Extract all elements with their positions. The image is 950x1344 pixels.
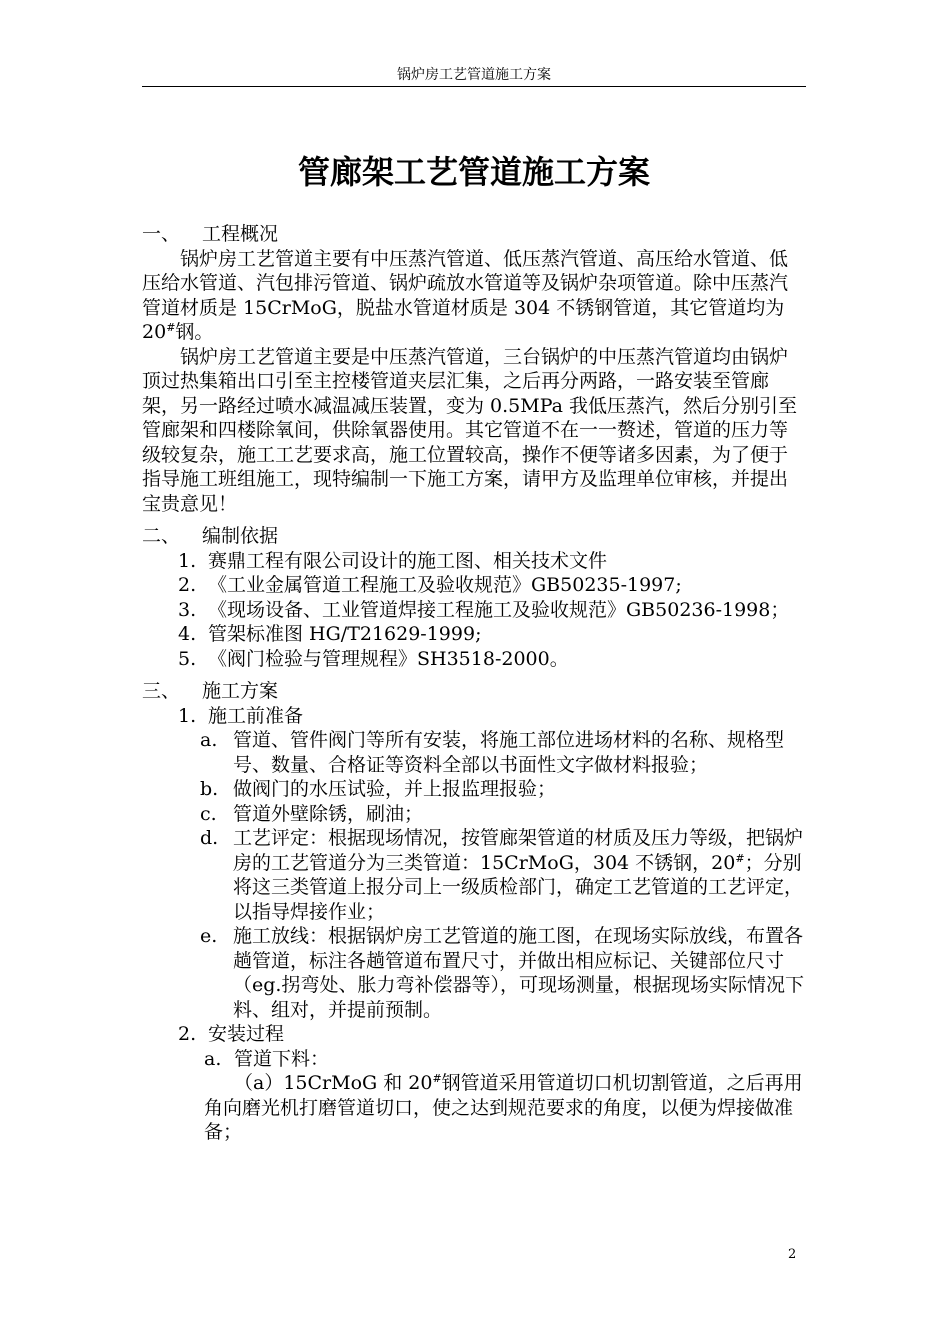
plan-list-install <box>142 1022 806 1047</box>
running-header: 锅炉房工艺管道施工方案 <box>397 67 551 83</box>
prep-sublist <box>142 728 806 1022</box>
list-item: a. 管道下料： <box>204 1047 330 1070</box>
list-item: 3. 《现场设备、工业管道焊接工程施工及验收规范》GB50236-1998； <box>178 598 790 621</box>
list-item: 5. 《阀门检验与管理规程》SH3518-2000。 <box>178 647 569 670</box>
page-number: 2 <box>788 1247 797 1262</box>
plan-step-prep: 1. 施工前准备 <box>178 704 304 727</box>
list-item: 1. 赛鼎工程有限公司设计的施工图、相关技术文件 <box>178 549 608 572</box>
list-item: b. 做阀门的水压试验，并上报监理报验； <box>200 778 557 800</box>
plan-step-install: 2. 安装过程 <box>178 1023 285 1045</box>
list-item: d. 工艺评定：根据现场情况，按管廊架管道的材质及压力等级，把锅炉房的工艺管道分为三类管道：15CrMoG，304 不锈钢，20#；分别将这三类管道上报分司上一级质检部门，确定工艺管道的工艺评定，以指导焊接作业； <box>200 827 804 923</box>
basis-list <box>142 549 806 672</box>
install-sublist <box>142 1047 806 1072</box>
list-item: e. 施工放线：根据锅炉房工艺管道的施工图，在现场实际放线，布置各趟管道，标注各趟管道布置尺寸，并做出相应标记、关键部位尺寸（eg.拐弯处、胀力弯补偿器等），可现场测量，根据现场实际情况下料、组对，并提前预制。 <box>200 925 804 1021</box>
install-paragraph: （a）15CrMoG 和 20#钢管道采用管道切口机切割管道，之后再用角向磨光机打磨管道切口，使之达到规范要求的角度，以便为焊接做准备； <box>204 1072 803 1143</box>
overview-paragraph-1: 锅炉房工艺管道主要有中压蒸汽管道、低压蒸汽管道、高压给水管道、低压给水管道、汽包排污管道、锅炉疏放水管道等及锅炉杂项管道。除中压蒸汽管道材质是 15CrMoG，脱盐水管道材质是 304 不锈钢管道，其它管道均为 20#钢。 <box>142 247 789 343</box>
section-heading-plan: 三、 施工方案 <box>142 680 279 702</box>
section-heading-basis: 二、 编制依据 <box>142 525 279 547</box>
section-heading-overview: 一、 工程概况 <box>142 223 279 245</box>
document-body <box>142 222 806 1145</box>
plan-list <box>142 704 806 729</box>
list-item: a. 管道、管件阀门等所有安装，将施工部位进场材料的名称、规格型号、数量、合格证等资料全部以书面性文字做材料报验； <box>200 729 785 776</box>
list-item: 2. 《工业金属管道工程施工及验收规范》GB50235-1997; <box>178 574 682 596</box>
document-title: 管廊架工艺管道施工方案 <box>297 153 650 191</box>
list-item: 4. 管架标准图 HG/T21629-1999; <box>178 623 482 645</box>
header-rule <box>142 86 806 87</box>
overview-paragraph-2: 锅炉房工艺管道主要是中压蒸汽管道，三台锅炉的中压蒸汽管道均由锅炉顶过热集箱出口引至主控楼管道夹层汇集，之后再分两路，一路安装至管廊架，另一路经过喷水减温减压装置，变为 0.5MPa 我低压蒸汽，然后分别引至管廊架和四楼除氧间，供除氧器使用。其它管道不在一一赘述，管道的压力等级较复杂，施工工艺要求高，施工位置较高，操作不便等诸多因素，为了便于指导施工班组施工，现特编制一下施工方案，请甲方及监理单位审核，并提出宝贵意见！ <box>142 345 798 515</box>
list-item: c. 管道外壁除锈，刷油； <box>200 802 424 825</box>
